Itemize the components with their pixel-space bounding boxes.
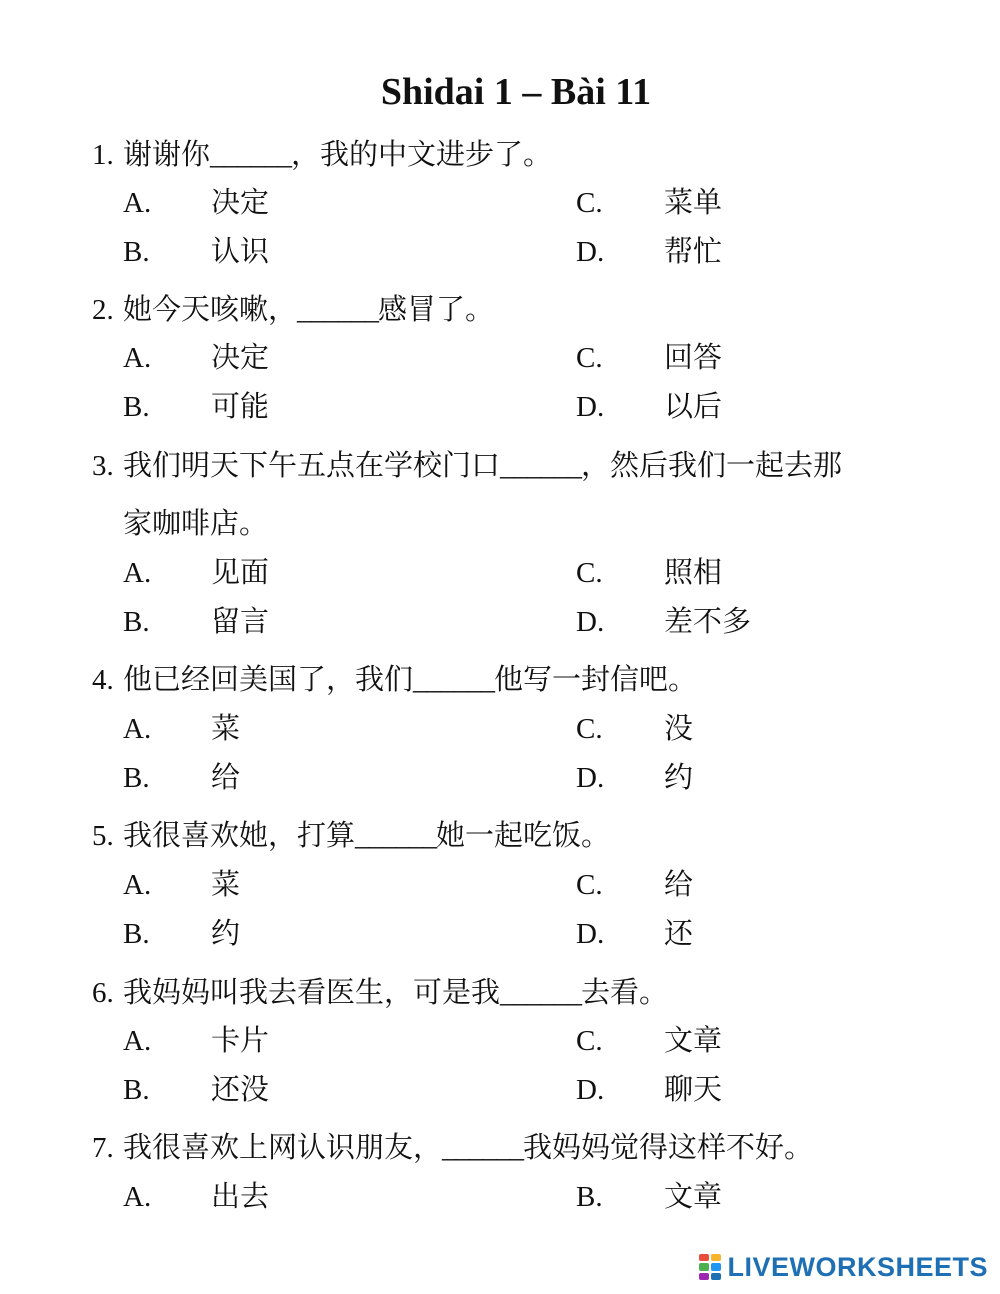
question-3-continuation: 家咖啡店。 (123, 506, 269, 540)
answer-blank[interactable]: ______ (441, 1132, 523, 1164)
option-text: 还没 (211, 1072, 270, 1106)
question-4 (92, 650, 952, 709)
option-1a[interactable] (123, 182, 269, 223)
question-3 (92, 436, 952, 495)
option-text: 留言 (211, 604, 270, 638)
worksheet-title: Shidai 1 – Bài 11 (380, 71, 652, 113)
option-letter: D. (576, 391, 605, 423)
option-letter: B. (123, 918, 150, 950)
option-5c[interactable] (576, 864, 693, 905)
question-text-after: 我妈妈觉得这样不好。 (522, 1130, 813, 1164)
question-text-before: 我很喜欢她，打算 (122, 818, 355, 852)
option-2c[interactable] (576, 337, 722, 378)
option-4a[interactable] (123, 708, 240, 749)
question-number: 7. (92, 1132, 114, 1164)
question-text-before: 我妈妈叫我去看医生，可是我 (122, 975, 500, 1009)
option-letter: D. (576, 1074, 605, 1106)
option-text: 可能 (211, 389, 270, 423)
question-number: 5. (92, 820, 114, 852)
answer-blank[interactable]: ______ (209, 139, 291, 171)
option-1b[interactable] (123, 231, 269, 272)
option-text: 还 (664, 916, 694, 950)
logo-block (711, 1263, 721, 1270)
logo-block (699, 1254, 709, 1261)
option-text: 决定 (211, 340, 270, 374)
option-letter: B. (123, 236, 150, 268)
option-3a[interactable] (123, 552, 269, 593)
question-6 (92, 963, 952, 1022)
question-text-before: 我们明天下午五点在学校门口 (122, 448, 500, 482)
option-3c[interactable] (576, 552, 722, 593)
logo-block (699, 1263, 709, 1270)
option-4c[interactable] (576, 708, 693, 749)
question-text-after: 她一起吃饭。 (435, 818, 610, 852)
logo-block (711, 1273, 721, 1280)
option-letter: C. (576, 342, 603, 374)
answer-blank[interactable]: ______ (499, 977, 581, 1009)
question-number: 6. (92, 977, 114, 1009)
option-text: 卡片 (211, 1023, 270, 1057)
option-5a[interactable] (123, 864, 240, 905)
option-letter: D. (576, 918, 605, 950)
question-text-before: 谢谢你 (122, 137, 210, 171)
option-letter: A. (123, 713, 152, 745)
option-text: 文章 (664, 1023, 723, 1057)
answer-blank[interactable]: ______ (354, 820, 436, 852)
option-1c[interactable] (576, 182, 722, 223)
question-2 (92, 280, 952, 339)
question-number: 3. (92, 450, 114, 482)
question-text-after: ，然后我们一起去那 (580, 448, 842, 482)
option-letter: A. (123, 1181, 152, 1213)
option-text: 给 (664, 867, 694, 901)
option-2a[interactable] (123, 337, 269, 378)
option-text: 出去 (211, 1179, 270, 1213)
option-text: 文章 (664, 1179, 723, 1213)
liveworksheets-logo-icon (699, 1254, 721, 1280)
option-text: 见面 (211, 555, 270, 589)
option-text: 菜 (211, 711, 241, 745)
option-6c[interactable] (576, 1020, 722, 1061)
question-7 (92, 1118, 952, 1177)
option-letter: A. (123, 187, 152, 219)
option-text: 差不多 (664, 604, 752, 638)
logo-text: LIVEWORKSHEETS (727, 1252, 988, 1282)
option-text: 约 (211, 916, 241, 950)
option-text: 没 (664, 711, 694, 745)
option-letter: B. (576, 1181, 603, 1213)
option-7b[interactable] (576, 1176, 722, 1217)
option-text: 约 (664, 760, 694, 794)
option-letter: D. (576, 236, 605, 268)
option-letter: C. (576, 869, 603, 901)
option-text: 照相 (664, 555, 723, 589)
option-letter: D. (576, 762, 605, 794)
option-4d[interactable] (576, 757, 693, 798)
question-number: 4. (92, 664, 114, 696)
liveworksheets-logo (699, 1250, 988, 1284)
question-5 (92, 806, 952, 865)
option-text: 帮忙 (664, 234, 723, 268)
option-6a[interactable] (123, 1020, 269, 1061)
option-letter: C. (576, 1025, 603, 1057)
option-text: 菜 (211, 867, 241, 901)
option-letter: A. (123, 342, 152, 374)
option-letter: D. (576, 606, 605, 638)
option-5d[interactable] (576, 913, 693, 954)
option-3d[interactable] (576, 601, 751, 642)
option-letter: C. (576, 713, 603, 745)
question-text-after: ，我的中文进步了。 (290, 137, 552, 171)
question-number: 1. (92, 139, 114, 171)
option-text: 回答 (664, 340, 723, 374)
option-2d[interactable] (576, 386, 722, 427)
question-text-before: 我很喜欢上网认识朋友， (122, 1130, 442, 1164)
question-1 (92, 125, 952, 184)
logo-block (711, 1254, 721, 1261)
question-text-before: 她今天咳嗽， (122, 292, 297, 326)
option-text: 菜单 (664, 185, 723, 219)
question-text-before: 他已经回美国了，我们 (122, 662, 413, 696)
question-text-after: 感冒了。 (377, 292, 494, 326)
answer-blank[interactable]: ______ (412, 664, 494, 696)
option-4b[interactable] (123, 757, 240, 798)
option-letter: A. (123, 869, 152, 901)
option-text: 决定 (211, 185, 270, 219)
logo-block (699, 1273, 709, 1280)
option-letter: C. (576, 557, 603, 589)
option-5b[interactable] (123, 913, 240, 954)
option-letter: B. (123, 762, 150, 794)
option-7a[interactable] (123, 1176, 269, 1217)
question-number: 2. (92, 294, 114, 326)
option-2b[interactable] (123, 386, 269, 427)
option-text: 给 (211, 760, 241, 794)
option-text: 以后 (664, 389, 723, 423)
option-6b[interactable] (123, 1069, 269, 1110)
answer-blank[interactable]: ______ (296, 294, 378, 326)
answer-blank[interactable]: ______ (499, 450, 581, 482)
option-letter: C. (576, 187, 603, 219)
option-3b[interactable] (123, 601, 269, 642)
option-6d[interactable] (576, 1069, 722, 1110)
option-letter: B. (123, 606, 150, 638)
option-1d[interactable] (576, 231, 722, 272)
option-letter: B. (123, 391, 150, 423)
option-letter: A. (123, 557, 152, 589)
option-text: 认识 (211, 234, 270, 268)
question-text-after: 去看。 (580, 975, 668, 1009)
option-text: 聊天 (664, 1072, 723, 1106)
option-letter: A. (123, 1025, 152, 1057)
option-letter: B. (123, 1074, 150, 1106)
question-text-after: 他写一封信吧。 (493, 662, 697, 696)
